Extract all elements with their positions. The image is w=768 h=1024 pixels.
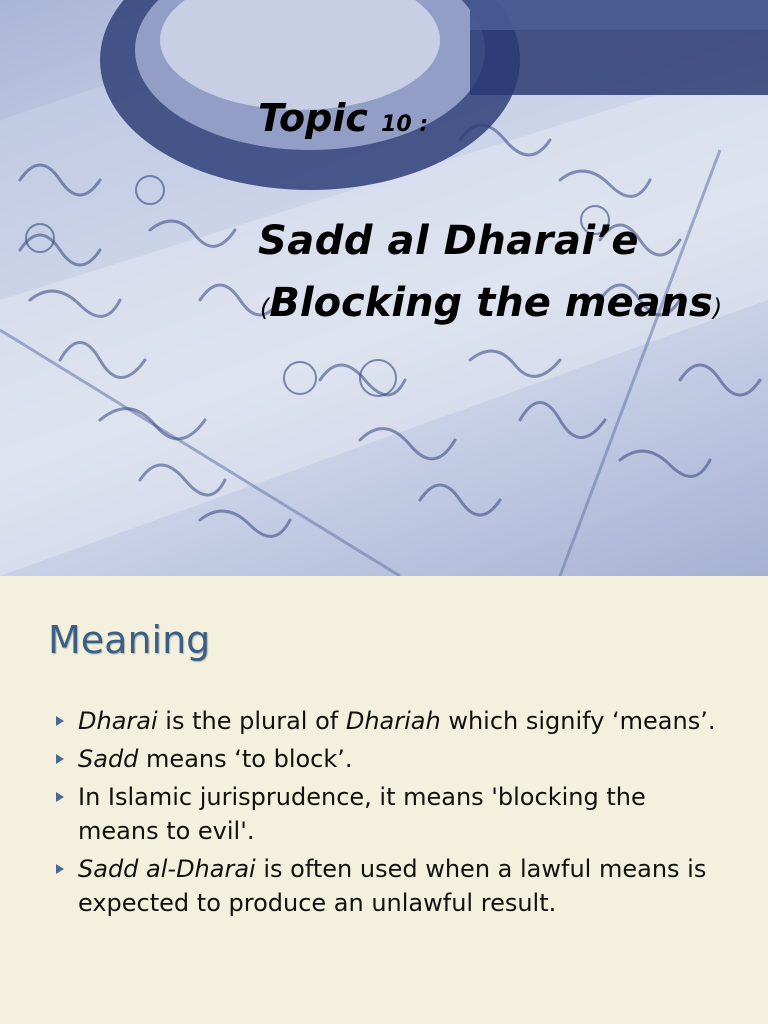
bullet-text: which signify ‘means’. <box>440 707 716 735</box>
topic-label <box>258 96 428 140</box>
meaning-slide <box>0 576 768 1024</box>
bullet-text: In Islamic jurisprudence, it means 'blocking the means to evil'. <box>78 783 646 845</box>
bullet-text: is often used when a lawful means is expected to produce an unlawful result. <box>78 855 707 917</box>
bullet-arrow-icon <box>56 792 64 802</box>
bullet-arrow-icon <box>56 754 64 764</box>
term-sadd-al-dharai: Sadd al-Dharai <box>78 855 256 883</box>
bullet-text: means ‘to block’. <box>138 745 353 773</box>
subtitle-close-paren: ) <box>712 294 723 322</box>
bullet-item <box>50 704 730 738</box>
bullet-item <box>50 780 730 848</box>
topic-number: 10 : <box>381 112 429 137</box>
bullet-item <box>50 742 730 776</box>
bullet-item <box>50 852 730 920</box>
term-sadd: Sadd <box>78 745 139 773</box>
subtitle-open-paren: ( <box>260 294 270 322</box>
slide-subtitle <box>260 280 722 326</box>
slide-title: Sadd al Dharai’e <box>258 218 640 264</box>
bullet-text: is the plural of <box>157 707 346 735</box>
topic-word: Topic <box>258 96 368 140</box>
meaning-heading: Meaning <box>48 618 211 662</box>
bullet-list <box>50 704 730 924</box>
term-dhariah: Dhariah <box>345 707 441 735</box>
bullet-arrow-icon <box>56 864 64 874</box>
term-dharai: Dharai <box>78 707 158 735</box>
subtitle-text: Blocking the means <box>269 280 713 326</box>
bullet-arrow-icon <box>56 716 64 726</box>
